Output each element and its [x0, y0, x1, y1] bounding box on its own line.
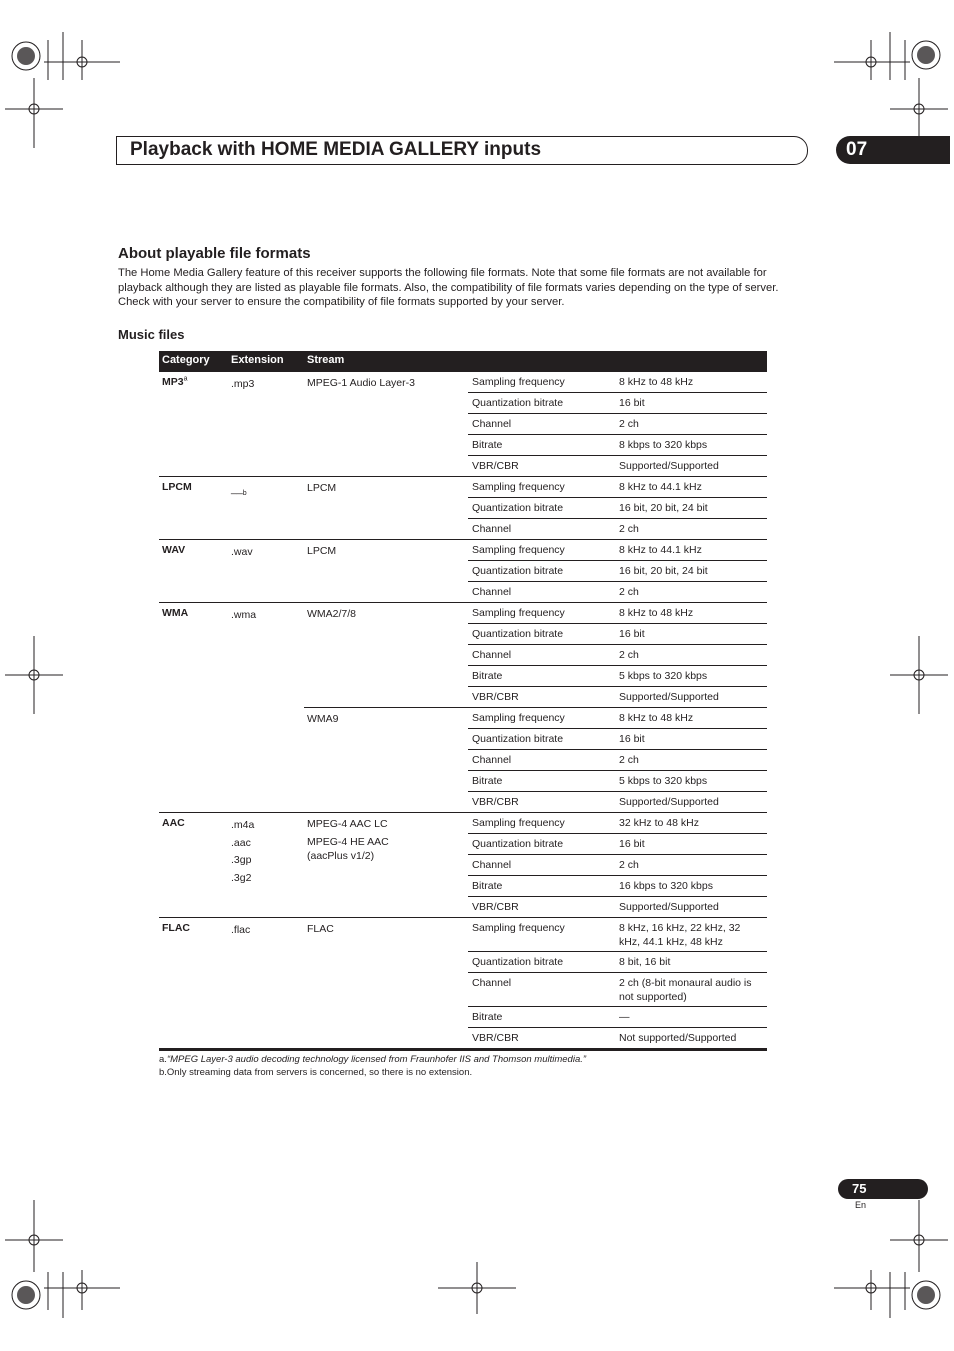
- spec-key: Sampling frequency: [472, 481, 565, 493]
- spec-key: Bitrate: [472, 880, 503, 892]
- spec-key: Channel: [472, 649, 512, 661]
- spec-value: 8 kHz to 48 kHz: [619, 376, 694, 388]
- spec-value: 2 ch: [619, 523, 639, 535]
- stream-label: WMA2/7/8: [307, 608, 357, 620]
- spec-key: Quantization bitrate: [472, 502, 564, 514]
- spec-key: Bitrate: [472, 670, 503, 682]
- spec-key: VBR/CBR: [472, 796, 519, 808]
- spec-key: Sampling frequency: [472, 817, 565, 829]
- spec-value: 32 kHz to 48 kHz: [619, 817, 699, 829]
- spec-value: Supported/Supported: [619, 460, 719, 472]
- extension-label: .mp3: [231, 378, 255, 390]
- spec-value: 5 kbps to 320 kbps: [619, 775, 708, 787]
- footnote-b: b.Only streaming data from servers is concerned, so there is no extension.: [159, 1067, 473, 1078]
- spec-key: Quantization bitrate: [472, 956, 564, 968]
- stream-label: WMA9: [307, 713, 339, 725]
- spec-value: 8 kHz to 44.1 kHz: [619, 481, 702, 493]
- spec-value: 8 kHz to 44.1 kHz: [619, 544, 702, 556]
- spec-key: Sampling frequency: [472, 544, 565, 556]
- spec-value: 16 bit: [619, 628, 645, 640]
- spec-key: Bitrate: [472, 439, 503, 451]
- subsection-heading: Music files: [118, 327, 185, 342]
- spec-value: 16 kbps to 320 kbps: [619, 880, 713, 892]
- spec-value: 8 kHz to 48 kHz: [619, 712, 694, 724]
- footnote-ref: b: [242, 490, 247, 498]
- spec-key: Quantization bitrate: [472, 838, 564, 850]
- spec-value: —: [619, 1011, 630, 1023]
- spec-key: Channel: [472, 754, 512, 766]
- spec-value: 2 ch: [619, 418, 639, 430]
- spec-key: Sampling frequency: [472, 712, 565, 724]
- page-language: En: [855, 1200, 867, 1210]
- header-stream: Stream: [307, 354, 345, 366]
- category-label: AAC: [162, 817, 185, 829]
- stream-label: LPCM: [307, 482, 337, 494]
- spec-key: VBR/CBR: [472, 691, 519, 703]
- spec-key: Channel: [472, 418, 512, 430]
- extension-label: .m4a .aac .3gp .3g2: [231, 819, 255, 884]
- footnote-a: a.“MPEG Layer-3 audio decoding technology licensed from Fraunhofer IIS and Thomson multimedia.”: [159, 1054, 587, 1065]
- spec-value: Supported/Supported: [619, 691, 719, 703]
- category-label: WAV: [162, 544, 186, 556]
- spec-key: Sampling frequency: [472, 922, 565, 934]
- extension-label: .wav: [231, 546, 253, 558]
- section-heading: About playable file formats: [118, 245, 311, 262]
- spec-key: Quantization bitrate: [472, 628, 564, 640]
- spec-value: 2 ch: [619, 586, 639, 598]
- spec-key: Channel: [472, 586, 512, 598]
- footnote-ref: a: [183, 375, 188, 383]
- spec-value: 2 ch: [619, 754, 639, 766]
- stream-label: LPCM: [307, 545, 337, 557]
- spec-key: Bitrate: [472, 1011, 503, 1023]
- spec-value: 2 ch (8-bit monaural audio is not supported): [619, 977, 752, 1003]
- stream-label: MPEG-1 Audio Layer-3: [307, 377, 415, 389]
- spec-key: Quantization bitrate: [472, 397, 564, 409]
- spec-value: 2 ch: [619, 649, 639, 661]
- spec-key: VBR/CBR: [472, 901, 519, 913]
- spec-key: Quantization bitrate: [472, 565, 564, 577]
- spec-key: Quantization bitrate: [472, 733, 564, 745]
- spec-key: Channel: [472, 859, 512, 871]
- category-label: FLAC: [162, 922, 190, 934]
- spec-key: VBR/CBR: [472, 1032, 519, 1044]
- stream-label: FLAC: [307, 923, 334, 935]
- stream-label-a: MPEG-4 AAC LC: [307, 818, 388, 830]
- spec-value: 16 bit: [619, 733, 645, 745]
- header-category: Category: [162, 354, 210, 366]
- extension-label: $\_\__b$: [231, 483, 247, 498]
- stream-label-b: MPEG-4 HE AAC (aacPlus v1/2): [307, 836, 389, 862]
- spec-value: Not supported/Supported: [619, 1032, 737, 1044]
- spec-key: VBR/CBR: [472, 460, 519, 472]
- spec-value: Supported/Supported: [619, 901, 719, 913]
- spec-value: 16 bit: [619, 838, 645, 850]
- spec-value: 8 kHz, 16 kHz, 22 kHz, 32 kHz, 44.1 kHz, 48 kHz: [619, 922, 741, 948]
- spec-key: Channel: [472, 977, 512, 989]
- page-number: 75: [852, 1181, 867, 1196]
- spec-key: Sampling frequency: [472, 607, 565, 619]
- category-label: WMA: [162, 607, 189, 619]
- spec-value: 16 bit: [619, 397, 645, 409]
- extension-label: .flac: [231, 924, 251, 936]
- spec-value: 16 bit, 20 bit, 24 bit: [619, 565, 708, 577]
- chapter-title: Playback with HOME MEDIA GALLERY inputs: [130, 139, 542, 160]
- spec-value: 16 bit, 20 bit, 24 bit: [619, 502, 708, 514]
- category-label: MP3$^a$: [162, 375, 188, 388]
- spec-value: 8 kHz to 48 kHz: [619, 607, 694, 619]
- spec-value: Supported/Supported: [619, 796, 719, 808]
- extension-label: .wma: [231, 609, 257, 621]
- category-label: LPCM: [162, 481, 192, 493]
- chapter-number: 07: [846, 139, 868, 160]
- spec-value: 2 ch: [619, 859, 639, 871]
- spec-value: 8 kbps to 320 kbps: [619, 439, 708, 451]
- intro-paragraph: The Home Media Gallery feature of this receiver supports the following file formats. Note that some file formats are not available for playback although they are listed as playable file formats. Also, the compatibility of file formats varies depending on the type of server. Check with your server to ensure the compatibility of file formats supported by your server.: [118, 267, 779, 309]
- spec-key: Sampling frequency: [472, 376, 565, 388]
- header-extension: Extension: [231, 354, 284, 366]
- spec-value: 8 bit, 16 bit: [619, 956, 671, 968]
- spec-key: Bitrate: [472, 775, 503, 787]
- spec-value: 5 kbps to 320 kbps: [619, 670, 708, 682]
- spec-key: Channel: [472, 523, 512, 535]
